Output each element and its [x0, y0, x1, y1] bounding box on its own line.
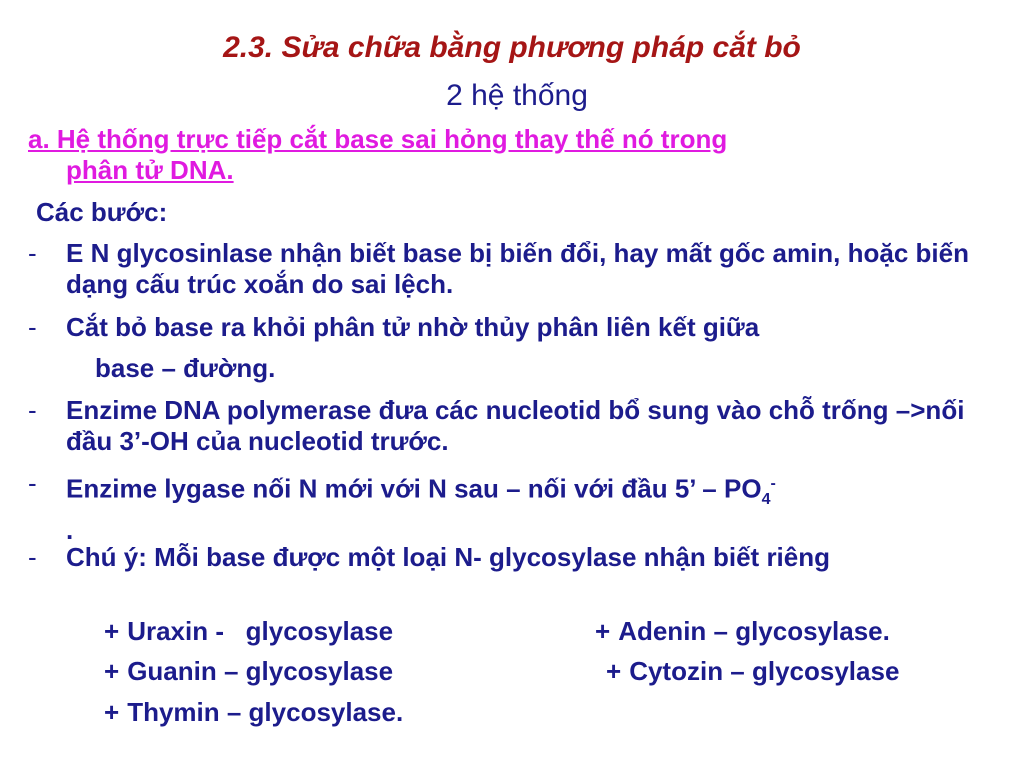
- enzyme-item-thymin: [104, 697, 403, 728]
- section-a-heading-line1: a. Hệ thống trực tiếp cắt base sai hỏng thay thế nó trong: [28, 124, 728, 154]
- bullet-dash: -: [28, 542, 37, 572]
- plus-icon: +: [595, 616, 611, 646]
- enzyme-item-adenin: [595, 616, 890, 647]
- superscript-minus: -: [770, 475, 776, 492]
- bullet-dash: -: [28, 238, 37, 268]
- bullet-text: Cắt bỏ base ra khỏi phân tử nhờ thủy phân liên kết giữa: [66, 312, 760, 342]
- plus-icon: +: [104, 697, 120, 727]
- slide-title: 2.3. Sửa chữa bằng phương pháp cắt bỏ: [223, 31, 801, 64]
- section-a-heading-line2: phân tử DNA.: [66, 155, 234, 185]
- bullet-item-2: [28, 312, 998, 343]
- bullet-item-4: [28, 468, 998, 546]
- subscript-four: 4: [761, 490, 771, 508]
- bullet-text: [28, 468, 998, 546]
- plus-icon: +: [104, 656, 120, 686]
- enzyme-item-uraxin: [104, 616, 393, 647]
- bullet-text: Chú ý: Mỗi base được một loại N- glycosylase nhận biết riêng: [66, 542, 831, 572]
- enzyme-item-cytozin: [606, 656, 899, 687]
- slide-subtitle: 2 hệ thống: [446, 79, 588, 112]
- bullet-continuation: base – đường.: [95, 353, 276, 383]
- bullet-dash: -: [28, 468, 37, 498]
- enzyme-label: Uraxin - glycosylase: [127, 616, 394, 646]
- section-a-heading: [28, 124, 988, 186]
- bullet-dash: -: [28, 395, 37, 425]
- bullet-dash: -: [28, 312, 37, 342]
- enzyme-label: Adenin – glycosylase.: [618, 616, 890, 646]
- bullet-item-5: [28, 542, 998, 573]
- enzyme-label: Guanin – glycosylase: [127, 656, 394, 686]
- bullet-trailing-period: .: [66, 514, 74, 545]
- steps-label: Các bước:: [36, 197, 168, 227]
- plus-icon: +: [104, 616, 120, 646]
- bullet-item-1: [28, 238, 998, 300]
- plus-icon: +: [606, 656, 622, 686]
- enzyme-label: Cytozin – glycosylase: [629, 656, 900, 686]
- bullet-text: E N glycosinlase nhận biết base bị biến đổi, hay mất gốc amin, hoặc biến dạng cấu trúc xoắn do sai lệch.: [66, 238, 969, 299]
- bullet-text: Enzime DNA polymerase đưa các nucleotid bổ sung vào chỗ trống –>nối đầu 3’-OH của nucleotid trước.: [66, 395, 965, 456]
- bullet-text-main: Enzime lygase nối N mới với N sau – nối với đầu 5’ – PO: [66, 473, 762, 504]
- enzyme-item-guanin: [104, 656, 393, 687]
- enzyme-label: Thymin – glycosylase.: [127, 697, 404, 727]
- bullet-item-3: [28, 395, 998, 457]
